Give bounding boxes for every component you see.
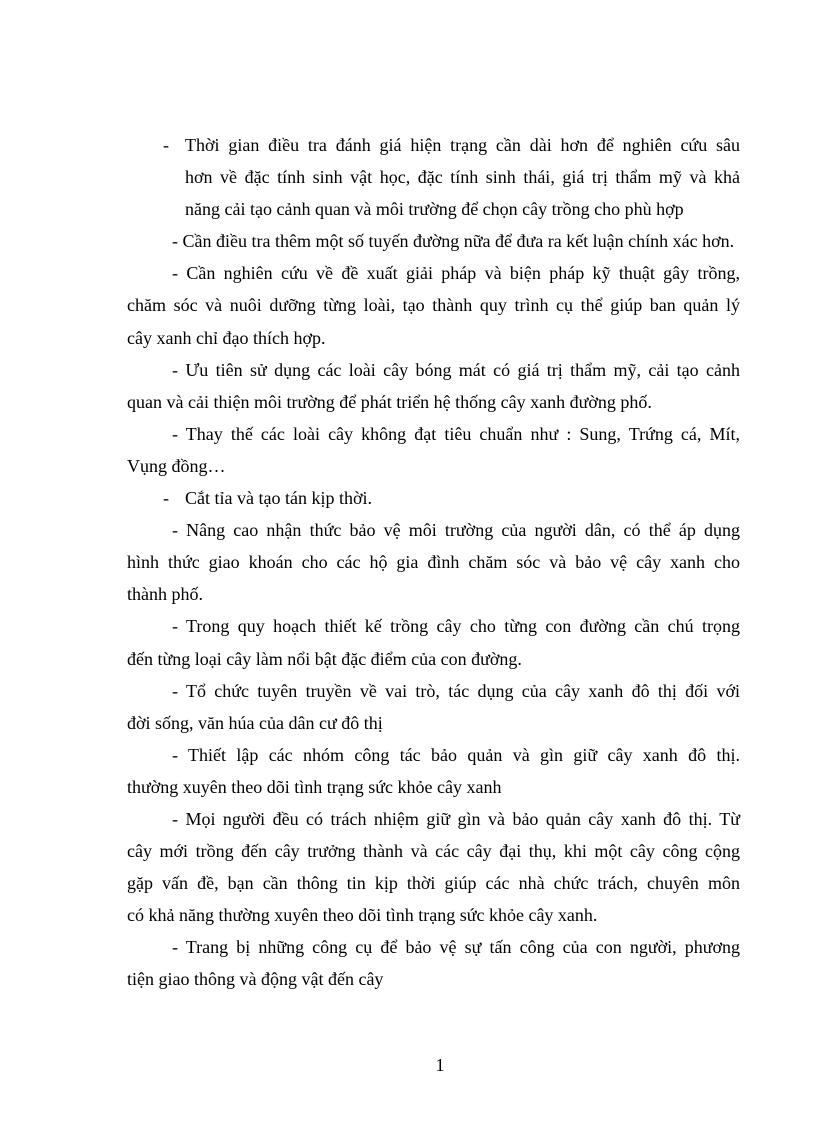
text-line: Vụng đồng… bbox=[127, 455, 226, 476]
text-line: - Cần điều tra thêm một số tuyến đường nữa để đưa ra kết luận chính xác hơn. bbox=[172, 231, 735, 252]
text-line: có khả năng thường xuyên theo dõi tình trạng sức khỏe cây xanh. bbox=[127, 905, 598, 926]
text-line: - Cần nghiên cứu về đề xuất giải pháp và biện pháp kỹ thuật gây trồng, bbox=[172, 263, 740, 284]
text-line: quan và cải thiện môi trường để phát triển hệ thống cây xanh đường phố. bbox=[127, 391, 652, 412]
text-line: - Nâng cao nhận thức bảo vệ môi trường của người dân, có thể áp dụng bbox=[172, 520, 740, 541]
text-line: - Thiết lập các nhóm công tác bảo quản và gìn giữ cây xanh đô thị. bbox=[172, 744, 740, 765]
paragraph bbox=[127, 482, 740, 514]
paragraph bbox=[127, 514, 740, 610]
text-line: - Trang bị những công cụ để bảo vệ sự tấn công của con người, phương bbox=[172, 937, 740, 958]
bullet-dash: - bbox=[163, 135, 169, 155]
paragraph bbox=[127, 803, 740, 931]
text-line: thành phố. bbox=[127, 584, 203, 605]
text-line: Cắt tỉa và tạo tán kịp thời. bbox=[185, 488, 372, 509]
paragraph bbox=[127, 225, 740, 257]
text-line: tiện giao thông và động vật đến cây bbox=[127, 969, 384, 990]
text-line: đời sống, văn húa của dân cư đô thị bbox=[127, 712, 383, 733]
paragraph bbox=[127, 129, 740, 225]
paragraph bbox=[127, 739, 740, 803]
text-line: - Tổ chức tuyên truyền về vai trò, tác dụng của cây xanh đô thị đối với bbox=[172, 680, 740, 701]
paragraph bbox=[127, 931, 740, 995]
text-line: - Mọi người đều có trách nhiệm giữ gìn và bảo quản cây xanh đô thị. Từ bbox=[172, 808, 740, 829]
text-line: Thời gian điều tra đánh giá hiện trạng cần dài hơn để nghiên cứu sâu bbox=[185, 135, 740, 155]
text-line: đến từng loại cây làm nổi bật đặc điểm của con đường. bbox=[127, 648, 522, 669]
text-line: - Ưu tiên sử dụng các loài cây bóng mát có giá trị thẩm mỹ, cải tạo cảnh bbox=[172, 359, 740, 380]
paragraph bbox=[127, 418, 740, 482]
text-line: gặp vấn đề, bạn cần thông tin kịp thời giúp các nhà chức trách, chuyên môn bbox=[127, 873, 740, 894]
text-line: cây mới trồng đến cây trưởng thành và các cây đại thụ, khi một cây công cộng bbox=[127, 841, 740, 862]
paragraph bbox=[127, 354, 740, 418]
text-line: - Trong quy hoạch thiết kế trồng cây cho từng con đường cần chú trọng bbox=[172, 616, 740, 637]
bullet-dash: - bbox=[163, 488, 169, 509]
text-line: hơn về đặc tính sinh vật học, đặc tính sinh thái, giá trị thẩm mỹ và khả bbox=[185, 167, 740, 188]
paragraph bbox=[127, 257, 740, 353]
text-line: năng cải tạo cảnh quan và môi trường để chọn cây trồng cho phù hợp bbox=[185, 199, 684, 220]
text-line: thường xuyên theo dõi tình trạng sức khỏe cây xanh bbox=[127, 776, 502, 797]
text-line: hình thức giao khoán cho các hộ gia đình chăm sóc và bảo vệ cây xanh cho bbox=[127, 552, 740, 573]
page-number: 1 bbox=[435, 1055, 445, 1075]
text-line: chăm sóc và nuôi dưỡng từng loài, tạo thành quy trình cụ thể giúp ban quản lý bbox=[127, 295, 740, 316]
text-line: cây xanh chỉ đạo thích hợp. bbox=[127, 327, 326, 348]
document-body bbox=[127, 129, 740, 996]
text-line: - Thay thế các loài cây không đạt tiêu chuẩn như : Sung, Trứng cá, Mít, bbox=[172, 423, 740, 444]
paragraph bbox=[127, 610, 740, 674]
paragraph bbox=[127, 675, 740, 739]
